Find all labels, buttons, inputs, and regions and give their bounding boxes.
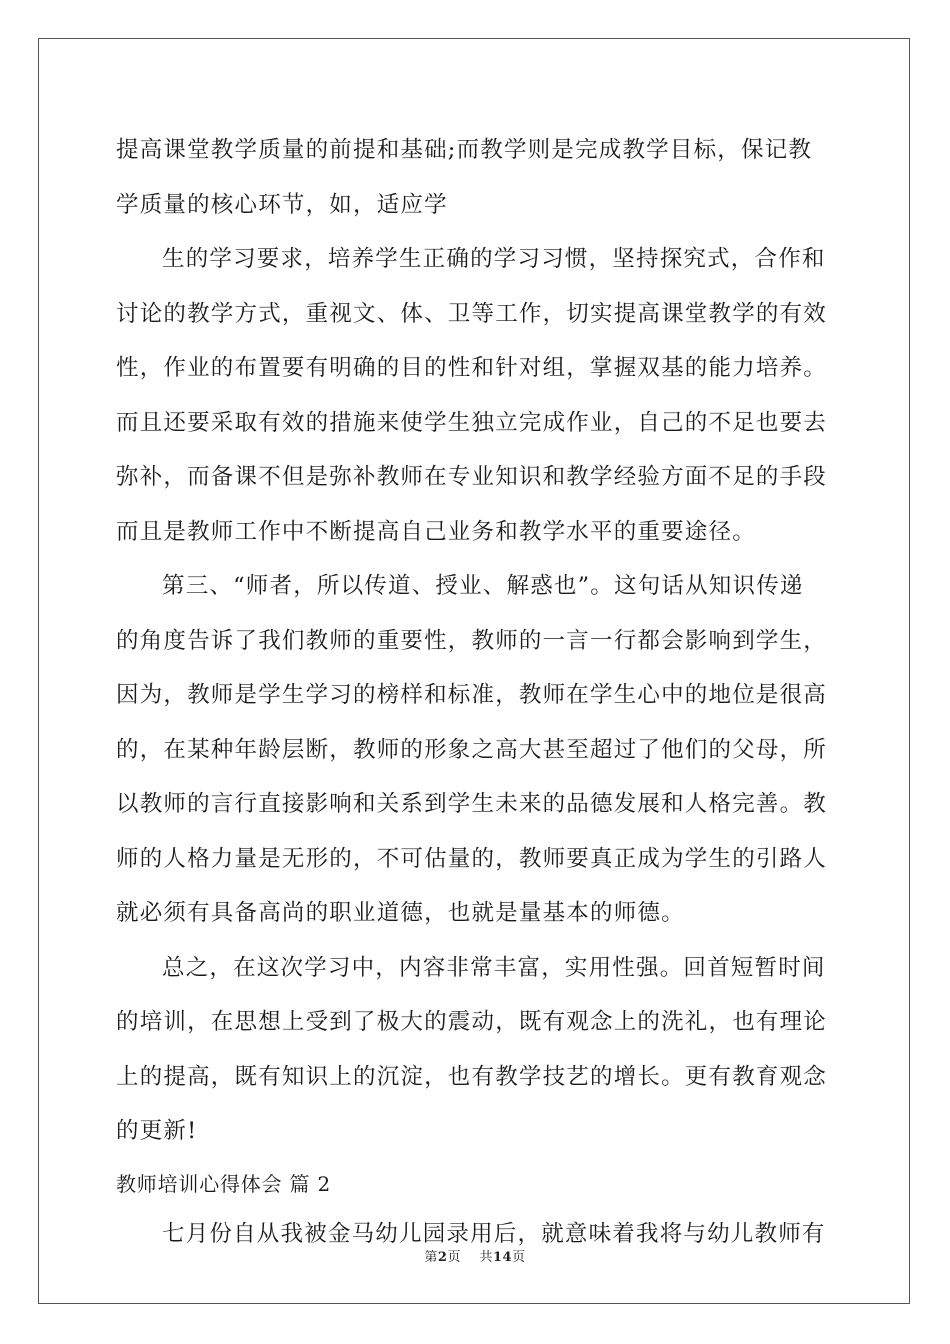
footer-total-prefix: 共 xyxy=(479,1250,493,1265)
text-line: 七月份自从我被金马幼儿园录用后，就意味着我将与幼儿教师有 xyxy=(162,1220,826,1247)
text-line: 上的提高，既有知识上的沉淀，也有教学技艺的增长。更有教育观念 xyxy=(116,1063,828,1090)
footer-total-pages: 14 xyxy=(493,1250,513,1265)
text-line: 以教师的言行直接影响和关系到学生未来的品德发展和人格完善。教 xyxy=(116,791,828,817)
footer-page-prefix: 第 xyxy=(424,1250,438,1265)
paragraph-4 xyxy=(116,946,836,1164)
text-line: 的更新! xyxy=(116,1118,198,1144)
paragraph-2 xyxy=(116,237,836,564)
footer-page-number: 2 xyxy=(437,1250,448,1265)
text-line: 而且还要采取有效的措施来使学生独立完成作业，自己的不足也要去 xyxy=(116,409,828,436)
paragraph-3 xyxy=(116,564,836,946)
text-line: 弥补，而备课不但是弥补教师在专业知识和教学经验方面不足的手段 xyxy=(116,464,828,490)
text-line: 的培训，在思想上受到了极大的震动，既有观念上的洗礼，也有理论 xyxy=(116,1009,828,1035)
page-footer xyxy=(0,1246,950,1265)
document-body xyxy=(116,128,836,1266)
text-line: 的，在某种年龄层断，教师的形象之高大甚至超过了他们的父母，所 xyxy=(116,736,828,763)
text-line: 讨论的教学方式，重视文、体、卫等工作，切实提高课堂教学的有效 xyxy=(116,300,828,327)
footer-page-suffix: 页 xyxy=(447,1250,461,1265)
text-line: 因为，教师是学生学习的榜样和标准，教师在学生心中的地位是很高 xyxy=(116,682,828,708)
text-line: 而且是教师工作中不断提高自己业务和教学水平的重要途径。 xyxy=(116,518,756,545)
text-line: 总之，在这次学习中，内容非常丰富，实用性强。回首短暂时间 xyxy=(162,954,826,981)
paragraph-1 xyxy=(116,128,836,237)
text-line: 第三、“师者，所以传道、授业、解惑也”。这句话从知识传递 xyxy=(162,573,804,599)
text-line: 就必须有具备高尚的职业道德，也就是量基本的师德。 xyxy=(116,900,685,926)
section-heading: 教师培训心得体会 篇 2 xyxy=(116,1171,332,1196)
text-line: 提高课堂教学质量的前提和基础;而教学则是完成教学目标，保记教 xyxy=(116,137,813,163)
text-line: 生的学习要求，培养学生正确的学习习惯，坚持探究式，合作和 xyxy=(162,246,826,272)
text-line: 性，作业的布置要有明确的目的性和针对组，掌握双基的能力培养。 xyxy=(116,355,828,381)
footer-total-suffix: 页 xyxy=(512,1250,526,1265)
text-line: 师的人格力量是无形的，不可估量的，教师要真正成为学生的引路人 xyxy=(116,845,828,872)
text-line: 的角度告诉了我们教师的重要性，教师的一言一行都会影响到学生， xyxy=(116,627,828,654)
text-line: 学质量的核心环节，如，适应学 xyxy=(116,191,448,218)
